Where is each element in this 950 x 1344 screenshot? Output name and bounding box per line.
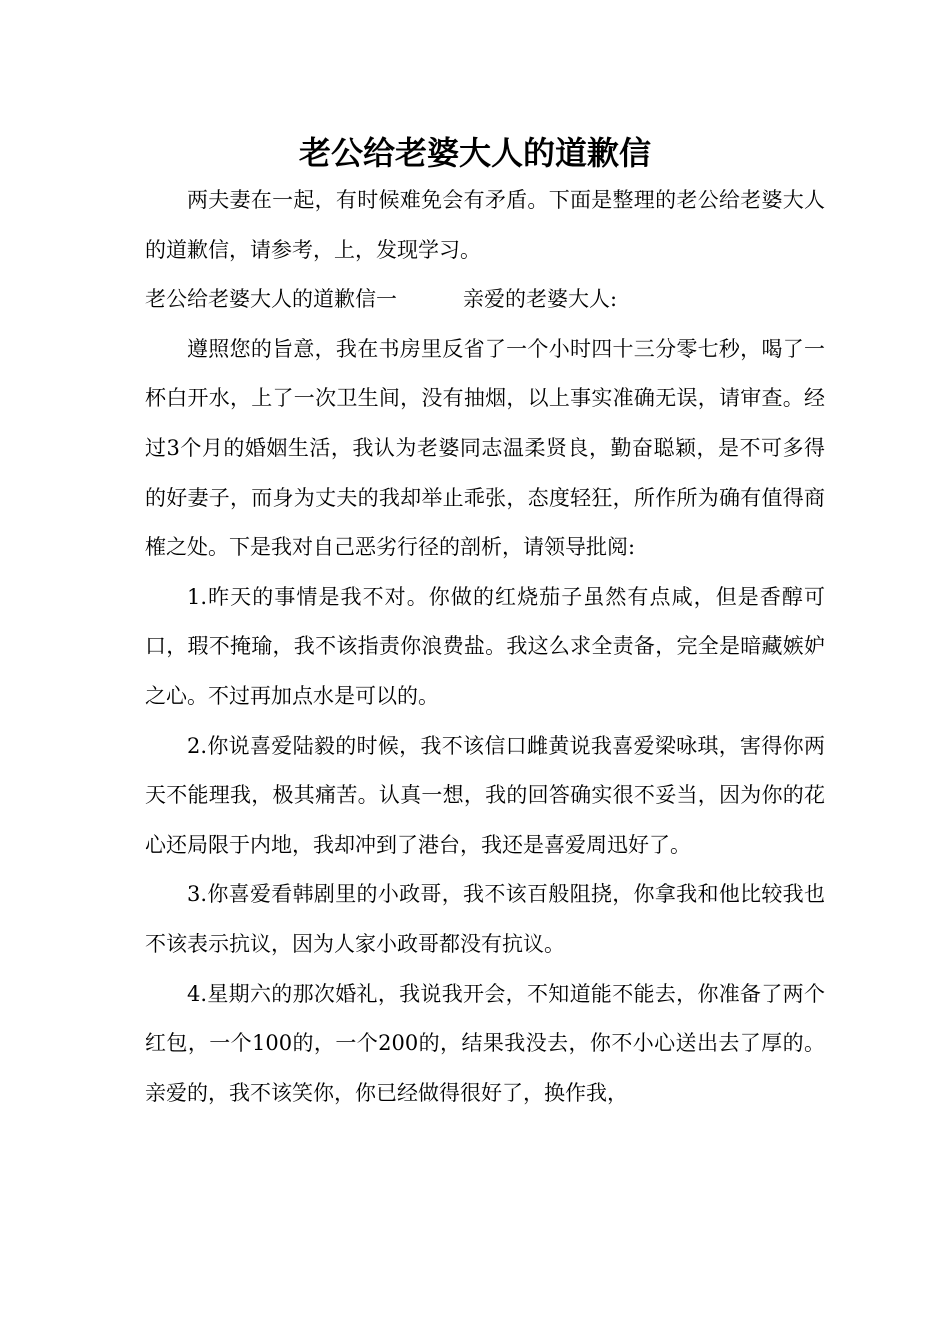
list-item-3: 3.你喜爱看韩剧里的小政哥，我不该百般阻挠，你拿我和他比较我也不该表示抗议，因为人家小政哥都没有抗议。 (145, 882, 825, 956)
list-item-4: 4.星期六的那次婚礼，我说我开会，不知道能不能去，你准备了两个红包，一个100的，一个200的，结果我没去，你不小心送出去了厚的。亲爱的，我不该笑你，你已经做得很好了，换作我， (145, 981, 825, 1105)
document-body (145, 176, 825, 1118)
body-paragraph-1: 遵照您的旨意，我在书房里反省了一个小时四十三分零七秒，喝了一杯白开水，上了一次卫生间，没有抽烟，以上事实准确无误，请审查。经过3个月的婚姻生活，我认为老婆同志温柔贤良，勤奋聪颖，是不可多得的好妻子，而身为丈夫的我却举止乖张，态度轻狂，所作所为确有值得商榷之处。下是我对自己恶劣行径的剖析，请领导批阅: (145, 336, 825, 560)
section-heading: 老公给老婆大人的道歉信一 (145, 287, 397, 312)
salutation: 亲爱的老婆大人: (463, 287, 618, 312)
document-title: 老公给老婆大人的道歉信 (298, 134, 651, 172)
section-heading-line (145, 275, 825, 325)
list-item-2: 2.你说喜爱陆毅的时候，我不该信口雌黄说我喜爱梁咏琪，害得你两天不能理我，极其痛苦。认真一想，我的回答确实很不妥当，因为你的花心还局限于内地，我却冲到了港台，我还是喜爱周迅好了。 (145, 733, 825, 857)
list-item-1: 1.昨天的事情是我不对。你做的红烧茄子虽然有点咸，但是香醇可口，瑕不掩瑜，我不该指责你浪费盐。我这么求全责备，完全是暗藏嫉妒之心。不过再加点水是可以的。 (145, 584, 825, 708)
intro-paragraph: 两夫妻在一起，有时候难免会有矛盾。下面是整理的老公给老婆大人的道歉信，请参考，上，发现学习。 (145, 188, 825, 262)
